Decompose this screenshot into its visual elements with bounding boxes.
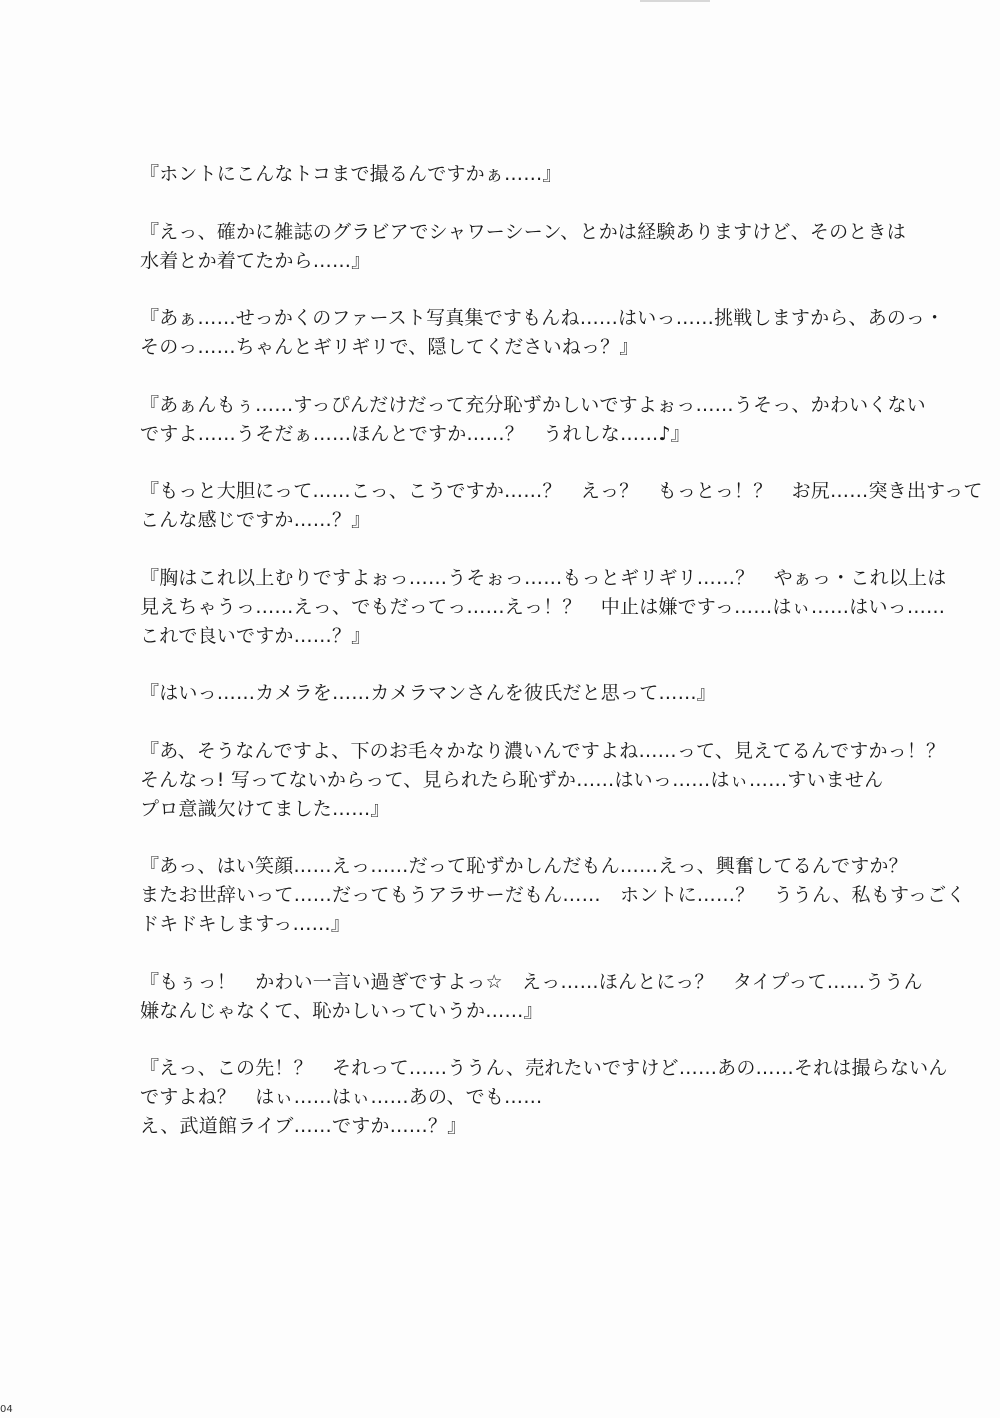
- text-line: そのっ……ちゃんとギリギリで、隠してくださいねっ？』: [140, 336, 639, 358]
- text-line: そんなっ! 写ってないからって、見られたら恥ずか……はいっ……はぃ……すいません: [140, 768, 884, 791]
- text-line: 『あぁ……せっかくのファースト写真集ですもんね……はいっ……挑戦しますから、あのっ・: [140, 307, 945, 329]
- dialogue-paragraph-8: [140, 737, 946, 824]
- text-line: プロ意識欠けてました……』: [140, 797, 390, 820]
- dialogue-text-block: [140, 160, 983, 1170]
- text-line: え、武道館ライブ……ですか……？』: [140, 1115, 467, 1137]
- text-line: 見えちゃうっ……えっ、でもだってっ……えっ！？ 中止は嫌ですっ……はぃ……はいっ……: [140, 595, 946, 618]
- dialogue-paragraph-9: [140, 852, 966, 939]
- text-line: これで良いですか……？』: [140, 624, 371, 647]
- text-line: 水着とか着てたから……』: [140, 249, 371, 272]
- dialogue-paragraph-1: [140, 160, 920, 189]
- text-line: ドキドキしますっ……』: [140, 913, 351, 935]
- text-line: 『胸はこれ以上むりですよぉっ……うそぉっ……もっとギリギリ……？ やぁっ・これ以上は: [140, 566, 947, 589]
- text-line: こんな感じですか……？』: [140, 509, 371, 531]
- dialogue-paragraph-3: [140, 304, 945, 362]
- text-line: 嫌なんじゃなくて、恥かしいっていうか……』: [140, 999, 543, 1022]
- dialogue-paragraph-10: [140, 968, 923, 1026]
- scan-edge-mark: [640, 0, 710, 2]
- text-line: またお世辞いって……だってもうアラサーだもん…… ホントに……？ ううん、私もすっごく: [140, 884, 966, 906]
- text-line: ですよ……うそだぁ……ほんとですか……？ うれしな……♪』: [140, 422, 690, 445]
- text-line: 『ホントにこんなトコまで撮るんですかぁ……』: [140, 163, 562, 185]
- page-number: 04: [0, 1404, 13, 1415]
- dialogue-paragraph-5: [140, 477, 983, 535]
- dialogue-paragraph-11: [140, 1054, 948, 1141]
- text-line: 『えっ、確かに雑誌のグラビアでシャワーシーン、とかは経験ありますけど、そのときは: [140, 220, 906, 243]
- text-line: 『あぁんもぅ……すっぴんだけだって充分恥ずかしいですよぉっ……うそっ、かわいくない: [140, 393, 926, 416]
- text-line: 『もっと大胆にって……こっ、こうですか……？ えっ？ もっとっ！？ お尻……突き出すって: [140, 480, 983, 502]
- text-line: 『もぅっ！ かわい一言い過ぎですよっ☆ えっ……ほんとにっ？ タイプって……ううん: [140, 970, 923, 993]
- text-line: 『あっ、はい笑顔……えっ……だって恥ずかしんだもん……えっ、興奮してるんですか？: [140, 855, 908, 877]
- dialogue-paragraph-6: [140, 564, 947, 651]
- text-line: 『えっ、この先！？ それって……ううん、売れたいですけど……あの……それは撮らないん: [140, 1057, 948, 1079]
- dialogue-paragraph-4: [140, 391, 926, 449]
- text-line: 『はいっ……カメラを……カメラマンさんを彼氏だと思って……』: [140, 682, 717, 704]
- text-line: ですよね？ はぃ……はぃ……あの、でも……: [140, 1086, 543, 1108]
- dialogue-paragraph-7: [140, 679, 920, 708]
- dialogue-paragraph-2: [140, 218, 920, 276]
- text-line: 『あ、そうなんですよ、下のお毛々かなり濃いんですよね……って、見えてるんですかっ！？: [140, 739, 946, 762]
